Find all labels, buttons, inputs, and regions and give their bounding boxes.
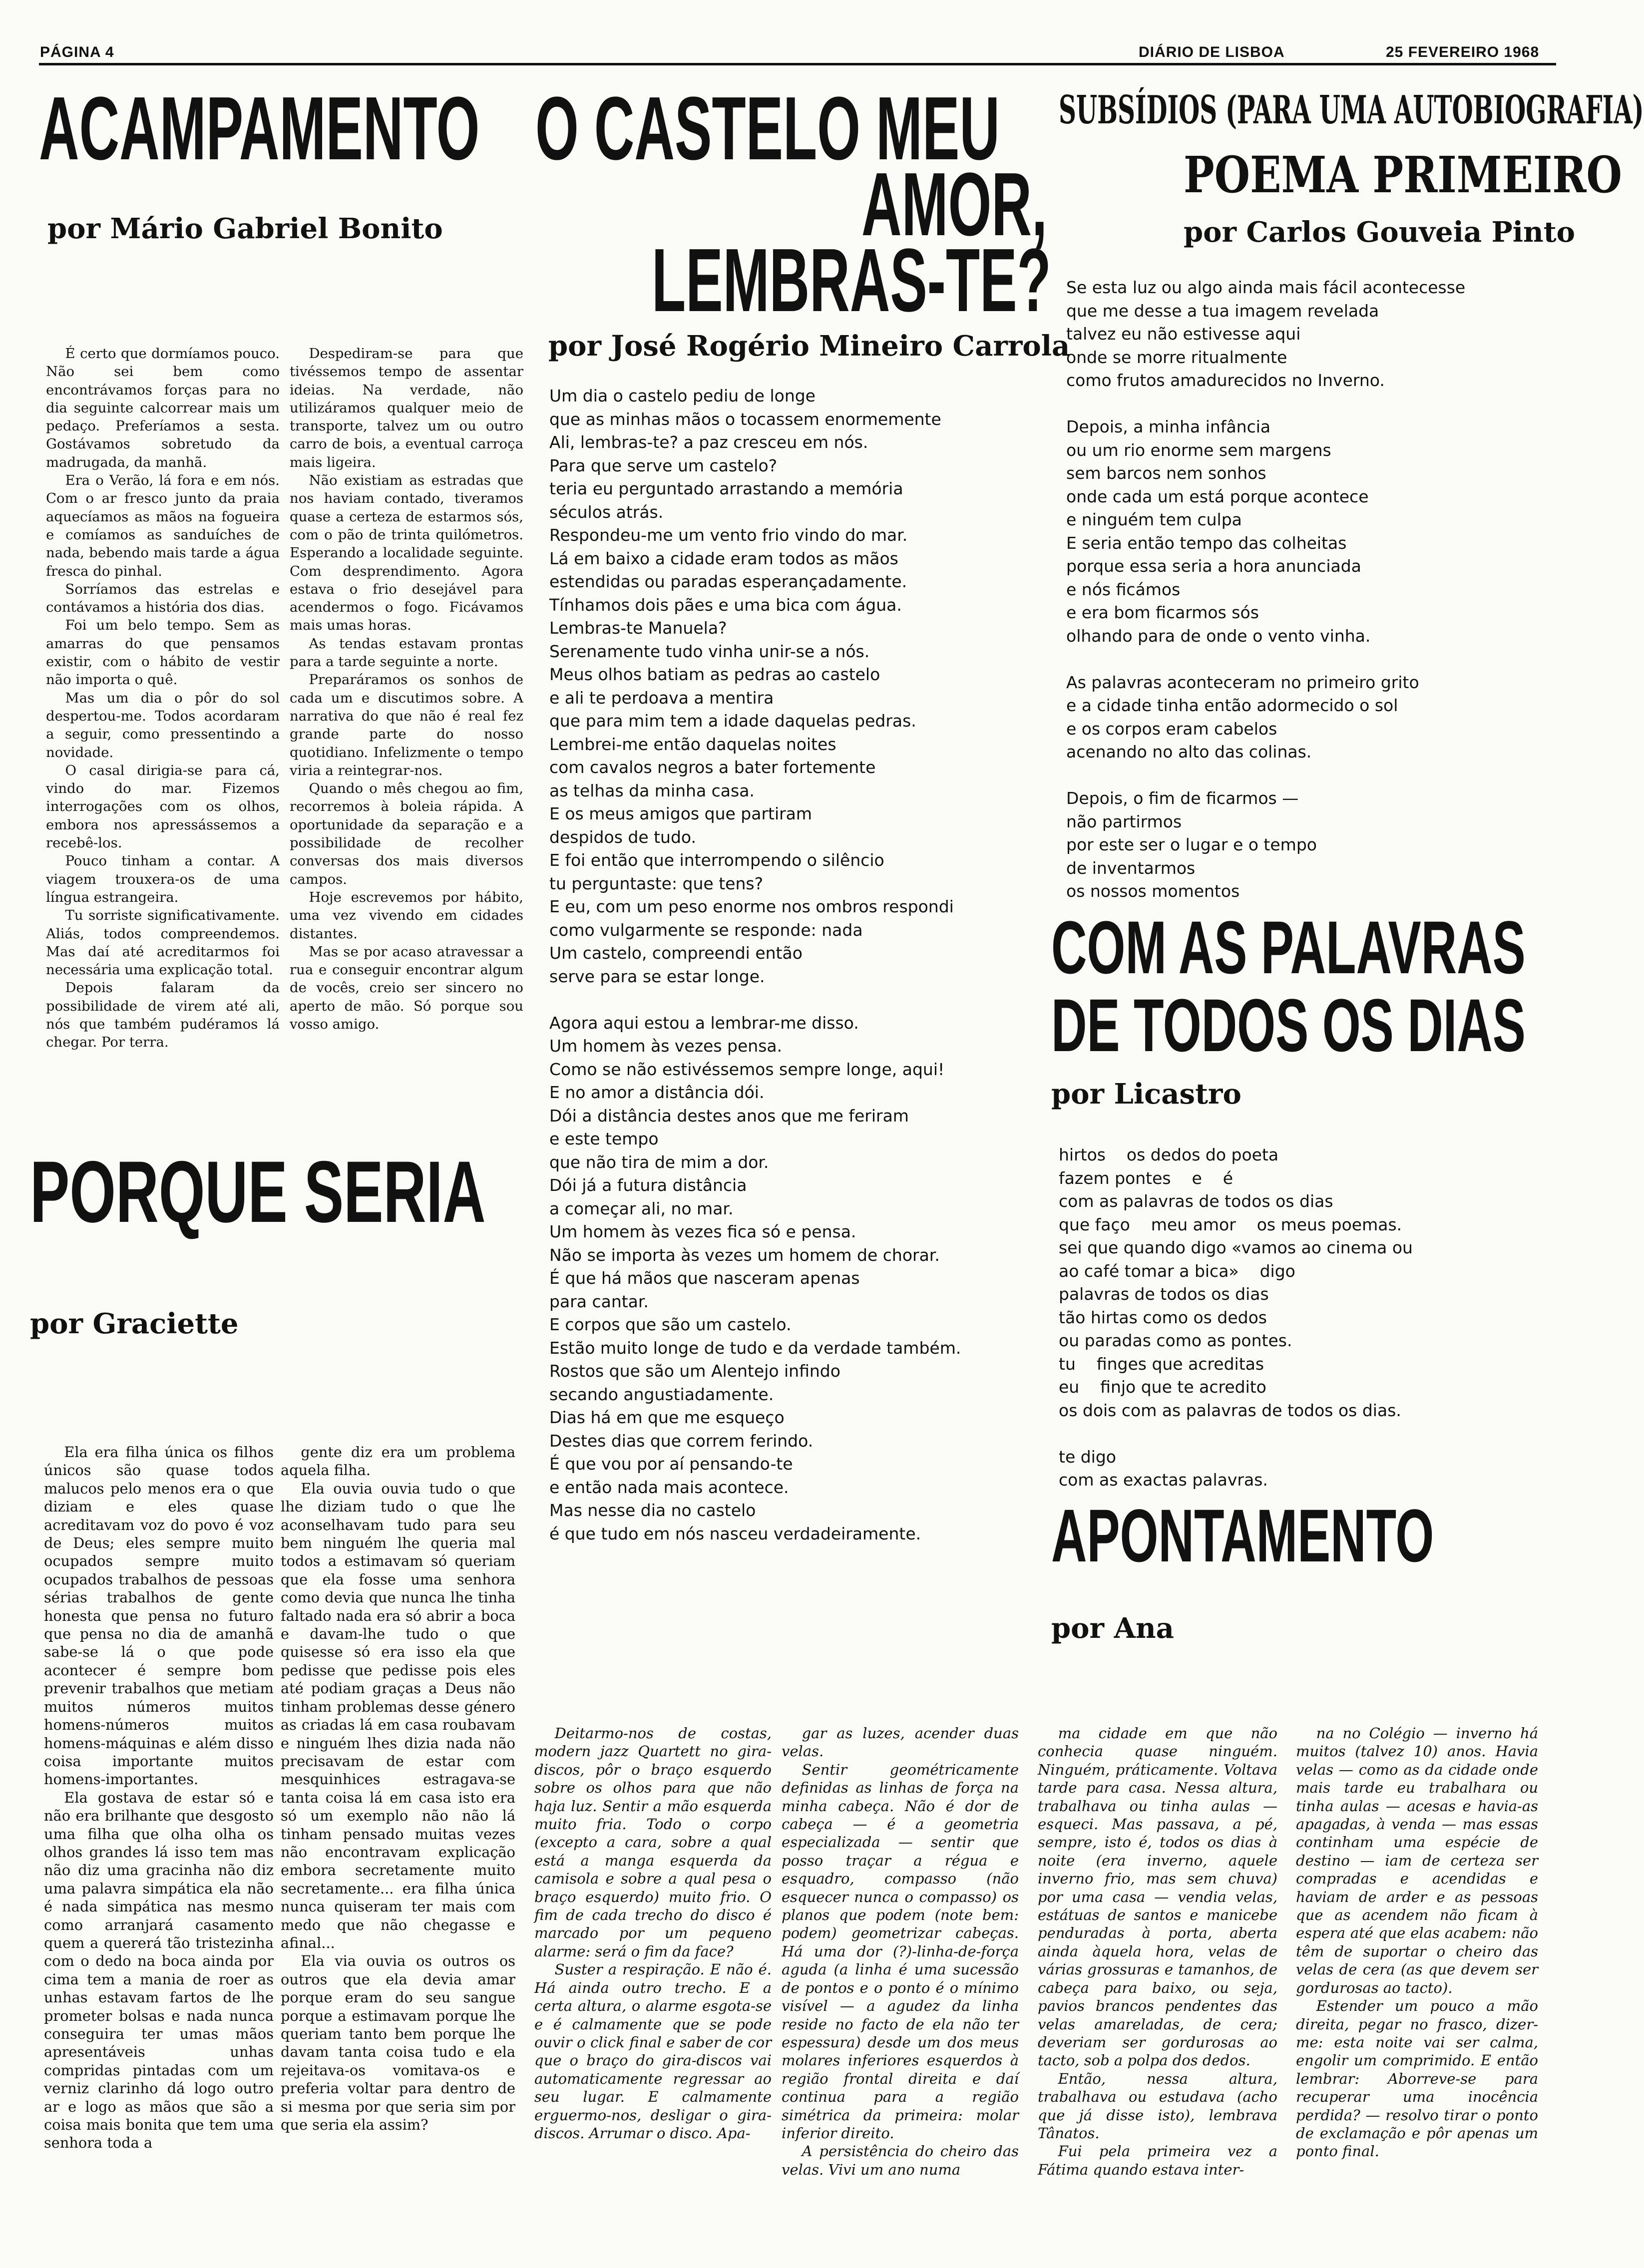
poem-line: As palavras aconteceram no primeiro grito [1066,672,1419,692]
poem-line: acenando no alto das colinas. [1066,742,1312,761]
apontamento-column-2 [782,1724,1019,2244]
poem-line: ou paradas como as pontes. [1059,1331,1292,1350]
paragraph: As tendas estavam prontas para a tarde seguinte a norte. [290,635,523,670]
poem-line: Depois, a minha infância [1066,417,1271,436]
poem-line: E corpos que são um castelo. [549,1315,792,1334]
poema-primeiro-headline: POEMA PRIMEIRO [1184,145,1622,204]
acampamento-headline: ACAMPAMENTO [39,78,480,179]
poem-line [1066,392,1561,416]
paragraph: Hoje escrevemos por hábito, uma vez vivendo em cidades distantes. [290,889,523,942]
poema-primeiro-byline: por Carlos Gouveia Pinto [1184,216,1575,249]
poem-line: que para mim tem a idade daquelas pedras. [549,711,916,731]
poem-line: Agora aqui estou a lembrar-me disso. [549,1013,859,1033]
poem-line: Mas nesse dia no castelo [549,1501,756,1520]
poem-line: E no amor a distância dói. [549,1083,765,1102]
poem-line: e os corpos eram cabelos [1066,719,1277,739]
poem-line: que não tira de mim a dor. [549,1152,769,1172]
paragraph: Suster a respiração. E não é. Há ainda outro trecho. E a certa altura, o alarme esgota-se e é calmamente que se pode ouvir o click final e saber de cor que o braço do gira-discos vai automaticamente regressar ao seu lugar. E calmamente erguermo-nos, desligar o gira-discos. Arrumar o disco. Apa- [534,1961,772,2142]
poem-line: talvez eu não estivesse aqui [1066,324,1301,344]
paragraph: Ela gostava de estar só e não era brilhante que desgosto uma filha que olha olha os olhos grandes lá isso tem mas não diz uma gracinha não diz uma palavra simpática ela não é nada simpática nas mesmo como arranjará casamento quem a quererá tão tristezinha com o dedo na boca ainda por cima tem a mania de roer as unhas estavam fartos de lhe prometer bolsas e nada nunca conseguira ter umas mãos apresentáveis unhas compridas pintadas com um verniz clarinho dá logo outro ar e logo as mãos que são a coisa mais bonita que tem uma senhora toda a [44,1789,274,2152]
poem-line: E foi então que interrompendo o silêncio [549,850,884,870]
paragraph: Não existiam as estradas que nos haviam contado, tiveramos quase a certeza de estarmos sós, com o pão de trinta quilómetros. Esperando a localidade seguinte. Com desprendimento. Agora estava o frio desejável para acendermos o fogo. Ficávamos mais umas horas. [290,472,523,634]
poem-line: Depois, o fim de ficarmos — [1066,788,1299,808]
poem-line: serve para se estar longe. [549,966,765,986]
porque-seria-byline: por Graciette [30,1307,239,1340]
poema-primeiro-poem [1066,276,1561,903]
paragraph: Fui pela primeira vez a Fátima quando estava inter- [1038,2143,1277,2178]
poem-line: não partirmos [1066,811,1182,831]
paragraph: Depois falaram da possibilidade de virem até ali, nós que também pudéramos lá chegar. Por terra. [46,980,280,1051]
castelo-headline-line3: LEMBRAS-TE? [652,230,1051,331]
acampamento-column-2 [290,345,523,1121]
paragraph: na no Colégio — inverno há muitos (talvez 10) anos. Havia velas — como as da cidade onde mais tarde eu trabalhara ou tinha aulas — acesas e havia-as apagadas, à venda — mas essas continham uma espécie de destino — iam de certeza ser compradas e acendidas e haviam de arder e as pessoas que as acendem não ficam à espera até que elas acabem: não têm de suportar o cheiro das velas de cera (as que devem ser gordurosas ao tacto). [1296,1725,1538,1996]
paragraph: Foi um belo tempo. Sem as amarras do que pensamos existir, com o hábito de vestir não importa o quê. [46,617,280,688]
apontamento-column-4 [1296,1724,1538,2244]
poem-line: E seria então tempo das colheitas [1066,533,1347,553]
poem-line [549,988,1044,1012]
poem-line: que me desse a tua imagem revelada [1066,301,1379,321]
paragraph: Era o Verão, lá fora e em nós. Com o ar fresco junto da praia aquecíamos as mãos na fogueira e comíamos as sanduíches de nada, bebendo mais tarde a água fresca do pinhal. [46,472,280,579]
poem-line: Não se importa às vezes um homem de chorar. [549,1245,940,1265]
poem-line: os nossos momentos [1066,881,1240,901]
paragraph: gente diz era um problema aquela filha. [281,1444,515,1479]
header-rule [39,63,1556,65]
poem-line: Se esta luz ou algo ainda mais fácil acontecesse [1066,278,1466,297]
poem-line: onde se morre ritualmente [1066,347,1287,367]
palavras-headline-line2: DE TODOS OS DIAS [1051,983,1526,1067]
poem-line: porque essa seria a hora anunciada [1066,556,1361,576]
poem-line: E os meus amigos que partiram [549,804,813,823]
paragraph: gar as luzes, acender duas velas. [782,1725,1019,1760]
poem-line: Um dia o castelo pediu de longe [549,386,816,405]
paragraph: Preparáramos os sonhos de cada um e discutimos sobre. A narrativa do que não é real fez grande parte do nosso quotidiano. Infelizmente o tempo viria a reintegrar-nos. [290,672,523,778]
paragraph: A persistência do cheiro das velas. Vivi um ano numa [782,2143,1019,2178]
palavras-poem [1059,1143,1553,1492]
poem-line: ou um rio enorme sem margens [1066,440,1331,460]
castelo-headline-line1: O CASTELO MEU [535,78,1000,179]
poem-line: Para que serve um castelo? [549,455,778,475]
paragraph: Tu sorriste significativamente. Aliás, todos compreendemos. Mas daí até acreditarmos foi necessária uma explicação total. [46,907,280,978]
paragraph: Estender um pouco a mão direita, pegar no frasco, dizer-me: esta noite vai ser calma, engolir um comprimido. E então lembrar: Aborreve-se para recuperar uma inocência perdida? — resolvo tirar o ponto de exclamação e pôr apenas um ponto final. [1296,1997,1538,2160]
poem-line: Um homem às vezes pensa. [549,1036,783,1056]
poem-line: por este ser o lugar e o tempo [1066,835,1317,854]
poem-line: com as exactas palavras. [1059,1470,1268,1490]
poem-line: Lembrei-me então daquelas noites [549,734,836,754]
poem-line: eu finjo que te acredito [1059,1377,1266,1397]
paragraph: Deitarmo-nos de costas, modern jazz Quartett no gira-discos, pôr o braço esquerdo sobre os olhos para que não haja luz. Sentir a mão esquerda muito fria. Todo o corpo (excepto a cara, sobre a qual está a manga esquerda da camisola e sobre a qual pesa o braço esquerdo) muito frio. O fim de cada trecho do disco é marcado por um pequeno alarme: será o fim da face? [534,1725,772,1960]
poem-line: te digo [1059,1447,1116,1467]
poem-line: Lá em baixo a cidade eram todos as mãos [549,548,898,568]
poem-line: despidos de tudo. [549,827,697,847]
poem-line: É que há mãos que nasceram apenas [549,1268,860,1288]
palavras-byline: por Licastro [1051,1078,1241,1111]
poem-line: a começar ali, no mar. [549,1198,734,1218]
acampamento-byline: por Mário Gabriel Bonito [47,212,443,245]
poem-line: e ninguém tem culpa [1066,510,1242,529]
poem-line: ao café tomar a bica» digo [1059,1261,1295,1281]
paragraph: Então, nessa altura, trabalhava ou estudava (acho que já disse isto), lembrava Tânatos. [1038,2070,1277,2142]
poem-line: como frutos amadurecidos no Inverno. [1066,371,1385,390]
poem-line: sei que quando digo «vamos ao cinema ou [1059,1238,1413,1257]
apontamento-column-3 [1038,1724,1277,2244]
poem-line: Serenamente tudo vinha unir-se a nós. [549,641,870,661]
poem-line: Respondeu-me um vento frio vindo do mar. [549,525,908,545]
poem-line: onde cada um está porque acontece [1066,486,1369,506]
poem-line: para cantar. [549,1291,649,1311]
newspaper-name: DIÁRIO DE LISBOA [1139,44,1285,60]
poem-line: sem barcos nem sonhos [1066,463,1266,483]
poem-line: Ali, lembras-te? a paz cresceu em nós. [549,432,868,452]
poem-line: é que tudo em nós nasceu verdadeiramente. [549,1523,921,1543]
poem-line: tu finges que acreditas [1059,1354,1264,1374]
poem-line: e ali te perdoava a mentira [549,688,774,708]
porque-seria-headline: PORQUE SERIA [30,1143,486,1241]
paragraph: Sentir geométricamente definidas as linhas de força na minha cabeça. Não é dor de cabeça — é a geometria especializada — sentir que posso traçar a régua e esquadro, compasso (não esquecer nunca o compasso) os planos que podem (note bem: podem) geometrizar cabeças. Há uma dor (?)-linha-de-força aguda (a linha é uma sucessão de pontos e o ponto é o mínimo visível — a agudez da linha reside no facto de ela não ter espessura) desde um dos meus molares inferiores esquerdos à região frontal direita e daí continua para a região simétrica da primeira: molar inferior direito. [782,1761,1019,2142]
paragraph: Mas um dia o pôr do sol despertou-me. Todos acordaram a seguir, como pressentindo a novidade. [46,690,280,760]
poem-line: Estão muito longe de tudo e da verdade também. [549,1338,961,1358]
poem-line: estendidas ou paradas esperançadamente. [549,572,907,591]
poem-line: palavras de todos os dias [1059,1284,1269,1304]
poem-line: Dói já a futura distância [549,1175,747,1195]
poem-line: tão hirtas como os dedos [1059,1307,1267,1327]
page-number: PÁGINA 4 [40,44,114,60]
palavras-headline-line1: COM AS PALAVRAS [1051,905,1526,989]
poem-line: com as palavras de todos os dias [1059,1191,1333,1211]
paragraph: Pouco tinham a contar. A viagem trouxera-os de uma língua estrangeira. [46,853,280,905]
poem-line: e nós ficámos [1066,579,1181,599]
castelo-byline: por José Rogério Mineiro Carrola [548,330,1070,363]
poem-line: E eu, com um peso enorme nos ombros respondi [549,897,954,916]
poem-line: e era bom ficarmos sós [1066,603,1259,622]
poem-line: tu perguntaste: que tens? [549,873,764,893]
poem-line: de inventarmos [1066,858,1196,878]
acampamento-column-1 [46,345,280,1121]
porque-seria-column-2 [281,1443,515,2245]
poem-line: séculos atrás. [549,502,664,522]
poem-line: fazem pontes e é [1059,1168,1233,1188]
poem-line: e este tempo [549,1129,659,1148]
poem-line: É que vou por aí pensando-te [549,1454,793,1474]
apontamento-column-1 [534,1724,772,2244]
paragraph: Mas se por acaso atravessar a rua e conseguir encontrar algum de vocês, creio ser sincero no aperto de mão. Só porque sou vosso amigo. [290,943,523,1032]
poem-line [1066,764,1561,787]
poem-line: Como se não estivéssemos sempre longe, aqui! [549,1059,945,1079]
poem-line: teria eu perguntado arrastando a memória [549,479,903,498]
paragraph: Ela ouvia ouvia tudo o que lhe diziam tudo o que lhe aconselhavam tudo para seu bem ninguém lhe queria mal todos a estimavam só queriam que ela fosse uma senhora como devia que nunca lhe tinha faltado nada era só abrir a boca e davam-lhe tudo o que quisesse só era isso ela que pedisse que pedisse pois eles até podiam graças a Deus não tinham problemas desse género as criadas lá em casa roubavam e ninguém lhes dizia nada não precisavam de estar com mesquinhices estragava-se tanta coisa lá em casa isto era só um exemplo não não lá tinham pensado muitas vezes não encontravam explicação embora secretamente muito secretamente... era filha única nunca quiseram ter mais com medo que não chegasse e afinal... [281,1480,515,1951]
castelo-headline-line2: AMOR, [861,154,1047,255]
paragraph: Sorríamos das estrelas e contávamos a história dos dias. [46,581,280,616]
paragraph: Ela era filha única os filhos únicos são quase todos malucos pelo menos era o que diziam e eles quase acreditavam voz do povo é voz de Deus; eles sempre muito ocupados sempre muito ocupados trabalhos de pessoas sérias trabalhos de gente honesta que pensa no futuro que pensa no dia de amanhã sabe-se lá o que pode acontecer é sempre bom prevenir trabalhos que metiam muitos números muitos homens-números muitos homens-máquinas e além disso coisa importante muitos homens-importantes. [44,1444,274,1788]
poem-line: secando angustiadamente. [549,1384,774,1404]
paragraph: Ela via ouvia os outros os outros que ela devia amar porque eram do seu sangue porque a estimavam porque lhe queriam tanto bem porque lhe davam tanta coisa tudo e ela rejeitava-os vomitava-os e preferia voltar para dentro de si mesma por que seria sim por que seria ela assim? [281,1952,515,2134]
poem-line [1066,648,1561,671]
poem-line: e a cidade tinha então adormecido o sol [1066,696,1398,715]
poem-line: que faço meu amor os meus poemas. [1059,1214,1402,1234]
poem-line: com cavalos negros a bater fortemente [549,757,876,777]
subsidios-series-title: SUBSÍDIOS (PARA UMA AUTOBIOGRAFIA) [1059,87,1644,133]
poem-line: e então nada mais acontece. [549,1477,789,1497]
poem-line: Dói a distância destes anos que me feriram [549,1106,909,1126]
poem-line: Dias há em que me esqueço [549,1408,785,1427]
apontamento-headline: APONTAMENTO [1051,1494,1434,1577]
paragraph: É certo que dormíamos pouco. Não sei bem como encontrávamos forças para no dia seguinte calcorrear mais um pedaço. Preferíamos a sesta. Gostávamos sobretudo da madrugada, da manhã. [46,346,280,470]
poem-line: Rostos que são um Alentejo infindo [549,1361,840,1381]
poem-line: olhando para de onde o vento vinha. [1066,626,1371,646]
poem-line: Um castelo, compreendi então [549,943,803,963]
poem-line: que as minhas mãos o tocassem enormemente [549,409,941,429]
poem-line: Um homem às vezes fica só e pensa. [549,1222,856,1241]
paragraph: Quando o mês chegou ao fim, recorremos à boleia rápida. A oportunidade da separação e a possibilidade de recolher conversas dos mais diversos campos. [290,780,523,887]
poem-line: como vulgarmente se responde: nada [549,920,863,940]
apontamento-byline: por Ana [1051,1612,1174,1645]
paragraph: ma cidade em que não conhecia quase ninguém. Ninguém, práticamente. Voltava tarde para casa. Nessa altura, trabalhava ou tinha aulas — esqueci. Mas passava, a pé, sempre, isto é, todos os dias à noite (era inverno, aquele inverno frio, mas sem chuva) por uma casa — vendia velas, estátuas de santos e manicebe penduradas à porta, aberta ainda àquela hora, velas de várias grossuras e tamanhos, de cabeça para baixo, ou seja, pavios brancos pendentes das velas amareladas, de cera; deveriam ser gordurosas ao tacto, sob a polpa dos dedos. [1038,1725,1277,2069]
porque-seria-column-1 [44,1443,274,2245]
castelo-poem [549,384,1044,1545]
poem-line: os dois com as palavras de todos os dias. [1059,1400,1401,1420]
paragraph: O casal dirigia-se para cá, vindo do mar. Fizemos interrogações com os olhos, embora nos apressássemos a recebê-los. [46,762,280,851]
poem-line: Destes dias que correm ferindo. [549,1431,814,1451]
poem-line: hirtos os dedos do poeta [1059,1145,1279,1164]
poem-line: Lembras-te Manuela? [549,618,727,638]
poem-line: Tínhamos dois pães e uma bica com água. [549,595,902,615]
issue-date: 25 FEVEREIRO 1968 [1386,44,1540,60]
poem-line: as telhas da minha casa. [549,780,755,800]
paragraph: Despediram-se para que tivéssemos tempo de assentar ideias. Na verdade, não utilizáramos qualquer meio de transporte, talvez um ou outro carro de bois, a eventual carroça mais ligeira. [290,346,523,470]
poem-line [1059,1422,1553,1446]
poem-line: Meus olhos batiam as pedras ao castelo [549,665,880,684]
